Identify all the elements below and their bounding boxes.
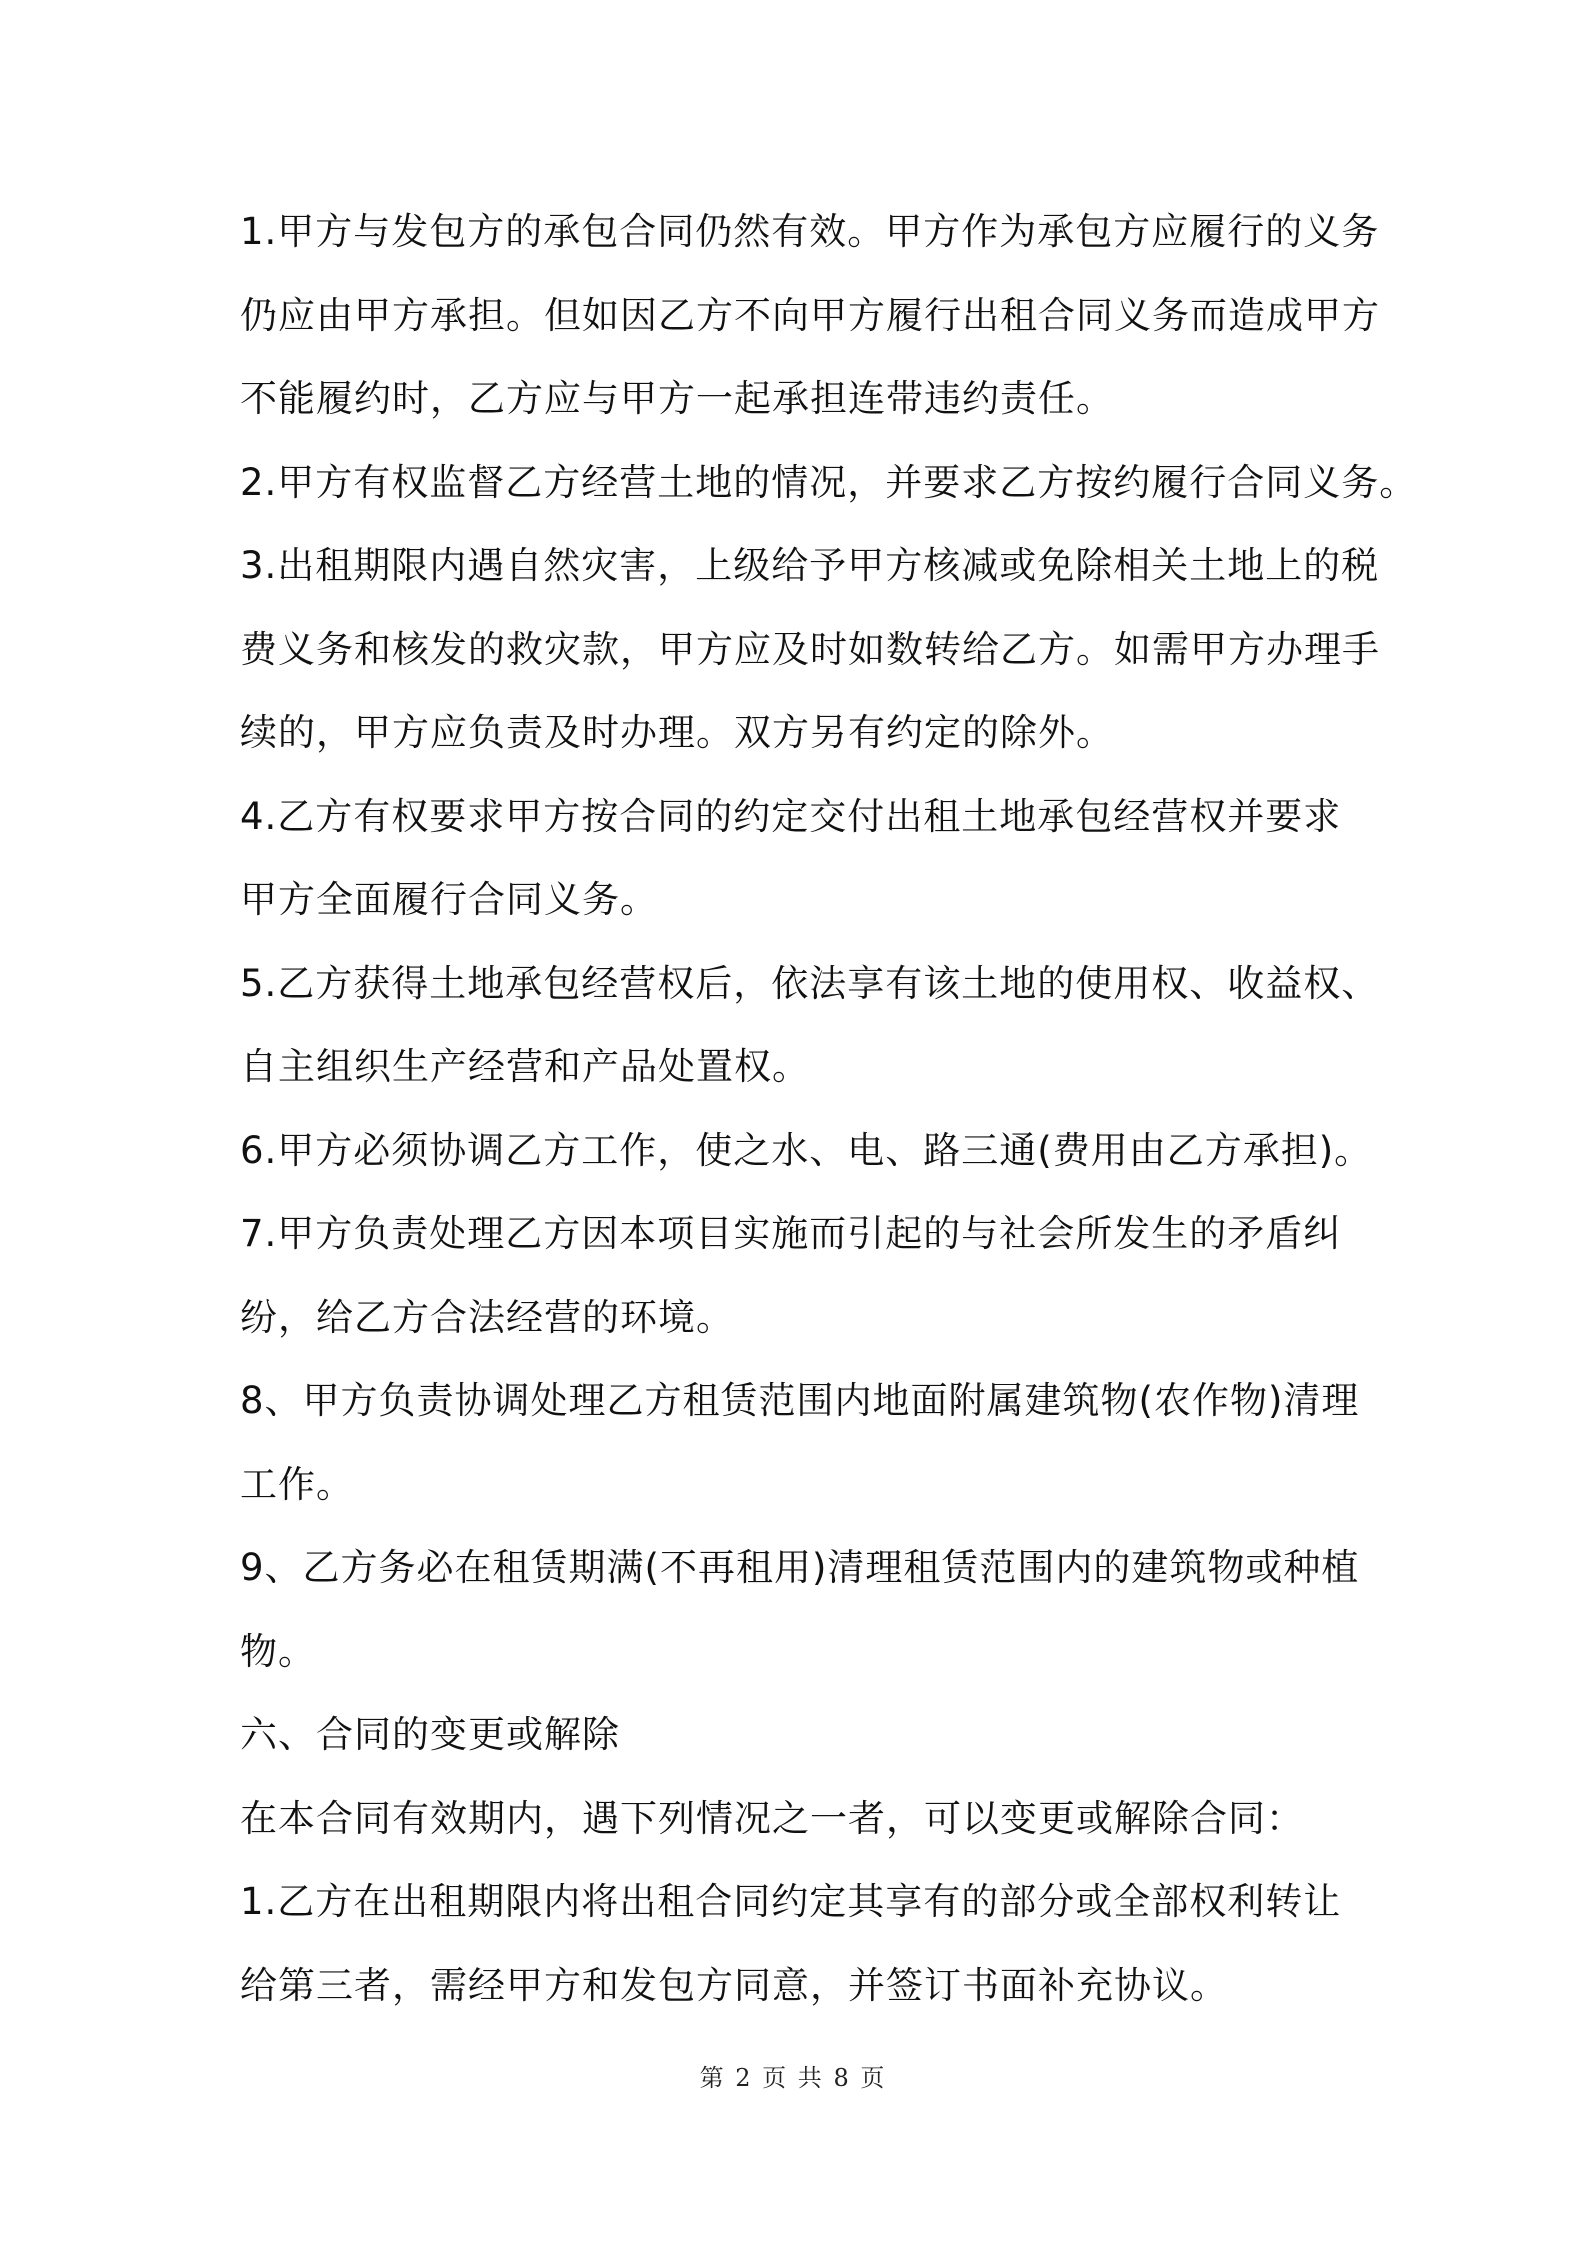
section-heading: 六、合同的变更或解除: [240, 1713, 620, 1756]
text-line: 甲方全面履行合同义务。: [240, 878, 658, 921]
text-line: 9、乙方务必在租赁期满(不再租用)清理租赁范围内的建筑物或种植: [240, 1546, 1360, 1589]
text-line: 续的，甲方应负责及时办理。双方另有约定的除外。: [240, 711, 1114, 754]
text-line: 自主组织生产经营和产品处置权。: [240, 1045, 810, 1088]
text-line: 2.甲方有权监督乙方经营土地的情况，并要求乙方按约履行合同义务。: [240, 460, 1418, 504]
text-line: 1.甲方与发包方的承包合同仍然有效。甲方作为承包方应履行的义务: [240, 210, 1380, 253]
text-line: 4.乙方有权要求甲方按合同的约定交付出租土地承包经营权并要求: [240, 794, 1342, 838]
text-line: 5.乙方获得土地承包经营权后，依法享有该土地的使用权、收益权、: [240, 961, 1380, 1005]
text-line: 8、甲方负责协调处理乙方租赁范围内地面附属建筑物(农作物)清理: [240, 1379, 1360, 1422]
text-line: 7.甲方负责处理乙方因本项目实施而引起的与社会所发生的矛盾纠: [240, 1212, 1342, 1255]
text-line: 给第三者，需经甲方和发包方同意，并签订书面补充协议。: [240, 1963, 1228, 2007]
document-body: [240, 190, 1418, 2027]
text-line: 不能履约时，乙方应与甲方一起承担连带违约责任。: [240, 377, 1114, 420]
text-line: 在本合同有效期内，遇下列情况之一者，可以变更或解除合同：: [240, 1796, 1304, 1840]
text-line: 3.出租期限内遇自然灾害，上级给予甲方核减或免除相关土地上的税: [240, 544, 1380, 587]
text-line: 1.乙方在出租期限内将出租合同约定其享有的部分或全部权利转让: [240, 1880, 1342, 1923]
text-line: 6.甲方必须协调乙方工作，使之水、电、路三通(费用由乙方承担)。: [240, 1128, 1373, 1172]
text-line: 纷，给乙方合法经营的环境。: [240, 1295, 734, 1339]
text-line: 工作。: [240, 1462, 354, 1506]
text-line: 仍应由甲方承担。但如因乙方不向甲方履行出租合同义务而造成甲方: [240, 293, 1380, 337]
text-line: 物。: [240, 1629, 316, 1673]
page-footer: 第 2 页 共 8 页: [699, 2064, 887, 2092]
text-line: 费义务和核发的救灾款，甲方应及时如数转给乙方。如需甲方办理手: [240, 627, 1380, 671]
